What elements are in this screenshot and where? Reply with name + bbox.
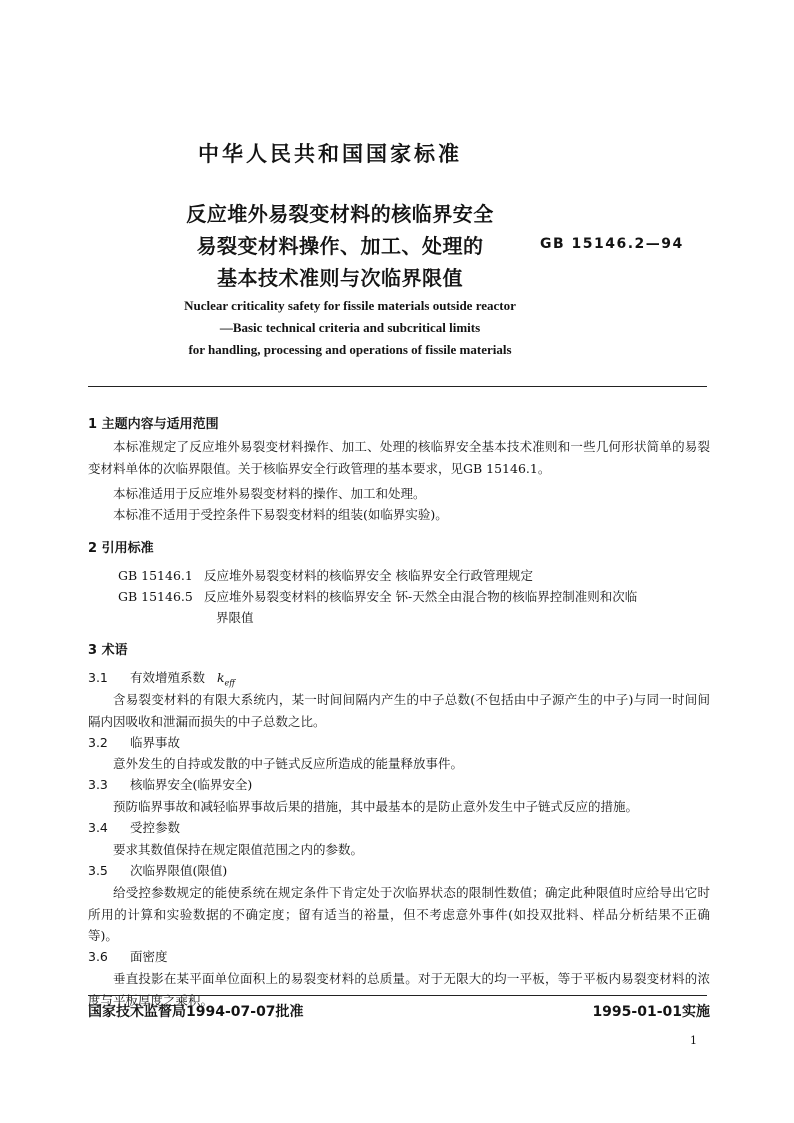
chinese-title-line-2: 易裂变材料操作、加工、处理的 [196, 234, 484, 258]
term-3-1 [88, 668, 235, 688]
chinese-title-line-1: 反应堆外易裂变材料的核临界安全 [186, 202, 494, 226]
term-name: 有效增殖系数 [130, 670, 206, 685]
term-3-3 [88, 775, 252, 793]
term-name: 临界事故 [130, 735, 181, 750]
term-name: 面密度 [130, 949, 168, 964]
section-3-heading: 3 术语 [88, 643, 128, 658]
term-number: 3.1 [88, 670, 108, 685]
term-3-3-definition: 预防临界事故和减轻临界事故后果的措施，其中最基本的是防止意外发生中子链式反应的措施。 [113, 799, 639, 814]
section-1-paragraph-3: 本标准不适用于受控条件下易裂变材料的组装(如临界实验)。 [113, 507, 448, 522]
issuing-body-heading: 中华人民共和国国家标准 [198, 142, 462, 166]
section-1-heading: 1 主题内容与适用范围 [88, 417, 219, 432]
term-name: 核临界安全(临界安全) [130, 777, 253, 792]
section-1-paragraph-2: 本标准适用于反应堆外易裂变材料的操作、加工和处理。 [113, 486, 426, 501]
section-2-heading: 2 引用标准 [88, 541, 154, 556]
reference-1-code: GB 15146.1 [118, 568, 193, 583]
chinese-title-line-3: 基本技术准则与次临界限值 [217, 266, 463, 290]
reference-2-code: GB 15146.5 [118, 589, 193, 604]
term-3-5-definition: 给受控参数规定的能使系统在规定条件下肯定处于次临界状态的限制性数值；确定此种限值时应给导出它时所用的计算和实验数据的不确定度；留有适当的裕量，但不考虑意外事件(如投双批料、样品分析结果不正确等)。 [88, 885, 710, 943]
term-number: 3.5 [88, 863, 108, 878]
term-3-1-definition: 含易裂变材料的有限大系统内，某一时间间隔内产生的中子总数(不包括由中子源产生的中子)与同一时间间隔内因吸收和泄漏而损失的中子总数之比。 [88, 692, 710, 729]
reference-1-title: 反应堆外易裂变材料的核临界安全 核临界安全行政管理规定 [204, 568, 533, 583]
reference-2 [118, 587, 637, 605]
english-title-line-1: Nuclear criticality safety for fissile materials outside reactor [184, 298, 516, 313]
term-number: 3.2 [88, 735, 108, 750]
keff-symbol: $k_{eff}$ [216, 670, 235, 688]
term-name: 次临界限值(限值) [130, 863, 228, 878]
term-3-4-definition: 要求其数值保持在规定限值范围之内的参数。 [113, 842, 364, 857]
reference-1 [118, 566, 533, 584]
term-number: 3.4 [88, 820, 108, 835]
header-divider [88, 386, 707, 387]
english-title-line-3: for handling, processing and operations of fissile materials [188, 342, 512, 357]
term-3-2-definition: 意外发生的自持或发散的中子链式反应所造成的能量释放事件。 [113, 756, 464, 771]
english-title-line-2: —Basic technical criteria and subcritical limits [219, 320, 481, 335]
term-number: 3.6 [88, 949, 108, 964]
footer-divider [88, 995, 707, 996]
page-number: 1 [690, 1034, 697, 1047]
term-3-4 [88, 818, 180, 836]
term-3-2 [88, 733, 180, 751]
reference-2-title: 反应堆外易裂变材料的核临界安全 钚-天然全由混合物的核临界控制准则和次临 [204, 589, 638, 604]
term-number: 3.3 [88, 777, 108, 792]
section-1-paragraph-1: 本标准规定了反应堆外易裂变材料操作、加工、处理的核临界安全基本技术准则和一些几何形状简单的易裂变材料单体的次临界限值。关于核临界安全行政管理的基本要求，见GB 15146.1。 [88, 439, 710, 476]
effective-date: 1995-01-01实施 [592, 1004, 710, 1020]
standard-number: GB 15146.2—94 [540, 236, 684, 252]
term-3-6-definition: 垂直投影在某平面单位面积上的易裂变材料的总质量。对于无限大的均一平板，等于平板内易裂变材料的浓度与平板厚度之乘积。 [88, 971, 710, 1008]
term-name: 受控参数 [130, 820, 181, 835]
term-3-5 [88, 861, 227, 879]
term-3-6 [88, 947, 168, 965]
reference-2-title-continued: 界限值 [216, 610, 254, 625]
approval-date: 国家技术监督局1994-07-07批准 [88, 1004, 304, 1020]
